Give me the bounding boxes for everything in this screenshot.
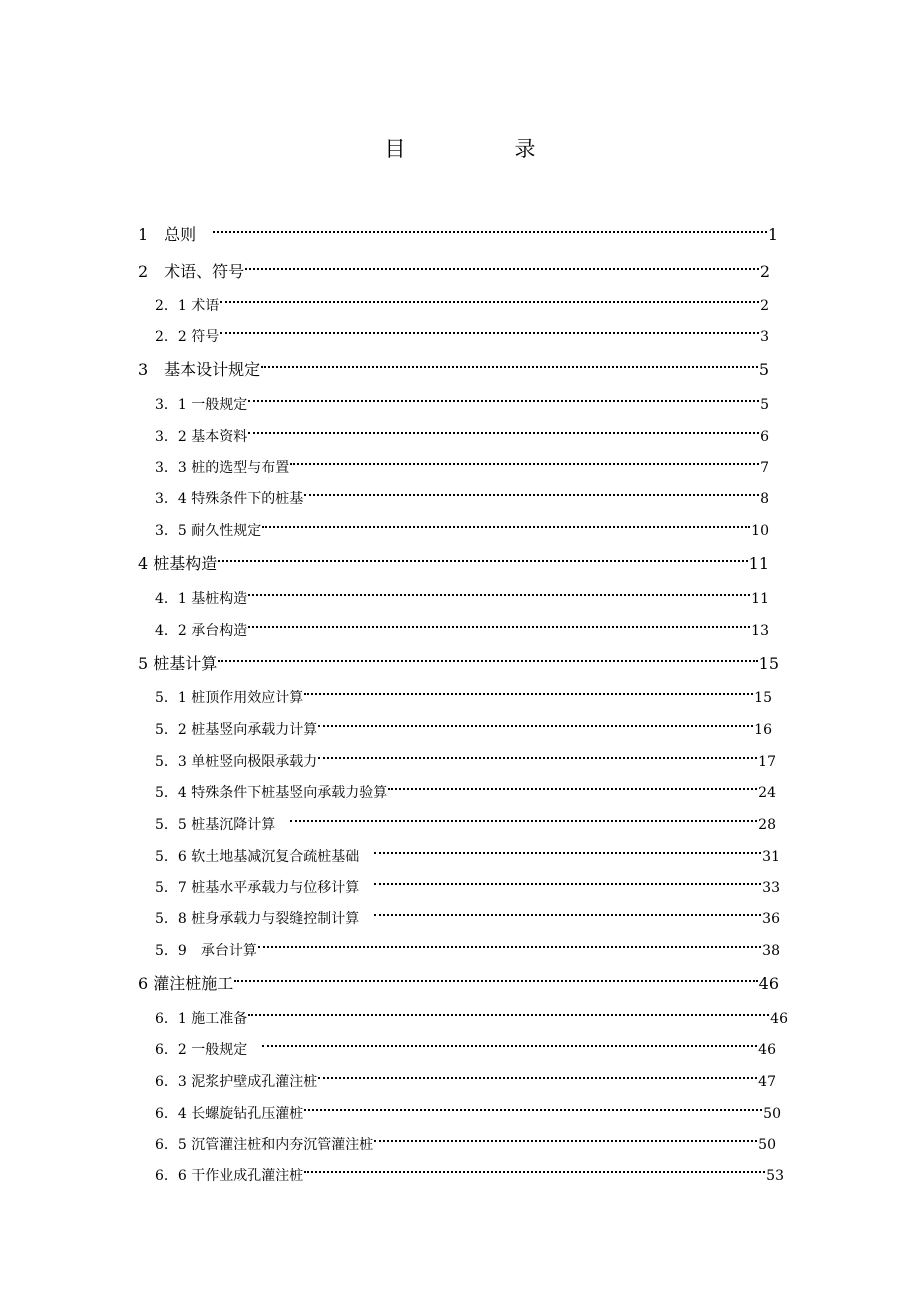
toc-entry-page: 53 bbox=[766, 1168, 784, 1184]
toc-leader-dots bbox=[318, 1062, 757, 1086]
toc-entry[interactable] bbox=[155, 1094, 781, 1122]
toc-entry-page: 47 bbox=[758, 1074, 776, 1090]
toc-leader-dots bbox=[245, 253, 759, 277]
page-title: 目 录 bbox=[384, 137, 580, 161]
toc-leader-dots bbox=[258, 931, 761, 955]
toc-entry-label: 3．4 特殊条件下的桩基 bbox=[155, 491, 304, 507]
toc-entry-page: 46 bbox=[758, 1042, 776, 1058]
toc-entry-page: 50 bbox=[758, 1137, 776, 1153]
toc-entry[interactable] bbox=[155, 317, 769, 345]
toc-entry-page: 15 bbox=[754, 690, 772, 706]
toc-entry-page: 5 bbox=[760, 397, 769, 413]
toc-leader-dots bbox=[304, 479, 759, 503]
toc-entry-page: 7 bbox=[760, 460, 769, 476]
toc-entry-label: 2．1 术语 bbox=[155, 298, 220, 314]
toc-entry-page: 10 bbox=[751, 523, 769, 539]
toc-entry[interactable] bbox=[155, 1062, 776, 1090]
toc-entry-page: 15 bbox=[758, 654, 779, 673]
toc-leader-dots bbox=[290, 805, 757, 829]
toc-leader-dots bbox=[388, 773, 757, 797]
toc-leader-dots bbox=[218, 545, 747, 569]
toc-entry-page: 28 bbox=[758, 817, 776, 833]
toc-leader-dots bbox=[304, 678, 753, 702]
toc-entry-label: 3 基本设计规定 bbox=[138, 360, 261, 379]
toc-leader-dots bbox=[220, 317, 759, 341]
toc-entry[interactable] bbox=[138, 545, 769, 573]
toc-entry[interactable] bbox=[155, 1156, 784, 1184]
toc-entry-label: 6．4 长螺旋钻孔压灌桩 bbox=[155, 1106, 304, 1122]
toc-leader-dots bbox=[234, 965, 757, 989]
toc-leader-dots bbox=[374, 899, 761, 923]
toc-entry-label: 1 总则 bbox=[138, 225, 213, 244]
toc-entry-label: 5．5 桩基沉降计算 bbox=[155, 817, 290, 833]
toc-leader-dots bbox=[213, 216, 767, 240]
toc-entry-page: 1 bbox=[767, 225, 778, 244]
toc-entry-label: 2 术语、符号 bbox=[138, 262, 245, 281]
toc-entry-page: 46 bbox=[770, 1011, 788, 1027]
toc-entry[interactable] bbox=[155, 742, 776, 770]
toc-entry-page: 2 bbox=[759, 262, 770, 281]
toc-entry[interactable] bbox=[155, 286, 769, 314]
toc-entry[interactable] bbox=[155, 773, 776, 801]
toc-entry-label: 5．7 桩基水平承载力与位移计算 bbox=[155, 880, 374, 896]
toc-leader-dots bbox=[248, 579, 750, 603]
toc-entry-label: 2．2 符号 bbox=[155, 329, 220, 345]
toc-entry-page: 2 bbox=[760, 298, 769, 314]
toc-entry-page: 31 bbox=[762, 849, 780, 865]
toc-entry-page: 8 bbox=[760, 491, 769, 507]
toc-entry[interactable] bbox=[155, 511, 769, 539]
toc-entry-page: 3 bbox=[760, 329, 769, 345]
toc-entry[interactable] bbox=[155, 837, 780, 865]
toc-leader-dots bbox=[262, 511, 750, 535]
toc-leader-dots bbox=[218, 645, 757, 669]
toc-entry-label: 5．3 单桩竖向极限承载力 bbox=[155, 754, 318, 770]
toc-leader-dots bbox=[374, 1125, 757, 1149]
toc-entry-page: 6 bbox=[760, 429, 769, 445]
toc-entry-label: 5．6 软土地基减沉复合疏桩基础 bbox=[155, 849, 374, 865]
toc-entry[interactable] bbox=[155, 1125, 776, 1153]
toc-entry-label: 5．9 承台计算 bbox=[155, 943, 257, 959]
toc-entry[interactable] bbox=[155, 868, 780, 896]
toc-entry[interactable] bbox=[138, 965, 779, 993]
toc-leader-dots bbox=[374, 868, 761, 892]
toc-entry-label: 6．2 一般规定 bbox=[155, 1042, 262, 1058]
toc-entry[interactable] bbox=[138, 645, 779, 673]
toc-entry-label: 3．1 一般规定 bbox=[155, 397, 248, 413]
toc-entry-page: 16 bbox=[754, 722, 772, 738]
toc-entry-label: 3．3 桩的选型与布置 bbox=[155, 460, 290, 476]
toc-entry-label: 5．8 桩身承载力与裂缝控制计算 bbox=[155, 911, 374, 927]
toc-entry-page: 33 bbox=[762, 880, 780, 896]
toc-entry-label: 5．1 桩顶作用效应计算 bbox=[155, 690, 304, 706]
toc-entry-page: 24 bbox=[758, 785, 776, 801]
toc-entry[interactable] bbox=[155, 899, 780, 927]
toc-entry[interactable] bbox=[155, 805, 776, 833]
toc-entry-label: 3．5 耐久性规定 bbox=[155, 523, 262, 539]
toc-entry-label: 6．5 沉管灌注桩和内夯沉管灌注桩 bbox=[155, 1137, 374, 1153]
toc-entry[interactable] bbox=[138, 351, 769, 379]
toc-leader-dots bbox=[248, 611, 750, 635]
toc-entry-label: 5．2 桩基竖向承载力计算 bbox=[155, 722, 318, 738]
toc-leader-dots bbox=[318, 742, 757, 766]
toc-entry-page: 17 bbox=[758, 754, 776, 770]
toc-entry[interactable] bbox=[155, 1030, 776, 1058]
toc-entry-page: 38 bbox=[762, 943, 780, 959]
toc-entry-page: 13 bbox=[751, 623, 769, 639]
toc-entry-label: 6 灌注桩施工 bbox=[138, 974, 234, 993]
toc-entry-page: 11 bbox=[751, 591, 769, 607]
toc-entry-label: 5 桩基计算 bbox=[138, 654, 218, 673]
toc-entry-label: 4 桩基构造 bbox=[138, 554, 218, 573]
toc-leader-dots bbox=[290, 448, 759, 472]
toc-entry-label: 3．2 基本资料 bbox=[155, 429, 248, 445]
toc-leader-dots bbox=[248, 999, 769, 1023]
toc-leader-dots bbox=[220, 286, 759, 310]
toc-entry[interactable] bbox=[138, 253, 770, 281]
toc-entry-label: 6．3 泥浆护壁成孔灌注桩 bbox=[155, 1074, 318, 1090]
toc-entry-page: 5 bbox=[758, 360, 769, 379]
toc-leader-dots bbox=[248, 417, 759, 441]
toc-entry-page: 50 bbox=[763, 1106, 781, 1122]
toc-entry-page: 11 bbox=[748, 554, 769, 573]
toc-entry[interactable] bbox=[155, 385, 769, 413]
toc-entry[interactable] bbox=[155, 678, 772, 706]
toc-entry[interactable] bbox=[155, 710, 772, 738]
toc-entry-label: 5．4 特殊条件下桩基竖向承载力验算 bbox=[155, 785, 388, 801]
toc-leader-dots bbox=[304, 1156, 765, 1180]
toc-entry[interactable] bbox=[155, 417, 769, 445]
toc-entry[interactable] bbox=[155, 479, 769, 507]
toc-entry[interactable] bbox=[138, 216, 778, 244]
toc-entry-page: 36 bbox=[762, 911, 780, 927]
toc-leader-dots bbox=[262, 1030, 757, 1054]
toc-entry-page: 46 bbox=[758, 974, 779, 993]
toc-leader-dots bbox=[318, 710, 753, 734]
toc-entry[interactable] bbox=[155, 999, 788, 1027]
toc-entry[interactable] bbox=[155, 579, 769, 607]
toc-entry-label: 4．2 承台构造 bbox=[155, 623, 248, 639]
toc-entry[interactable] bbox=[155, 931, 780, 959]
toc-leader-dots bbox=[261, 351, 758, 375]
toc-leader-dots bbox=[374, 837, 761, 861]
toc-leader-dots bbox=[248, 385, 759, 409]
toc-leader-dots bbox=[304, 1094, 762, 1118]
toc-entry[interactable] bbox=[155, 448, 769, 476]
toc-entry-label: 4．1 基桩构造 bbox=[155, 591, 248, 607]
toc-entry-label: 6．6 干作业成孔灌注桩 bbox=[155, 1168, 304, 1184]
toc-entry-label: 6．1 施工准备 bbox=[155, 1011, 248, 1027]
toc-entry[interactable] bbox=[155, 611, 769, 639]
